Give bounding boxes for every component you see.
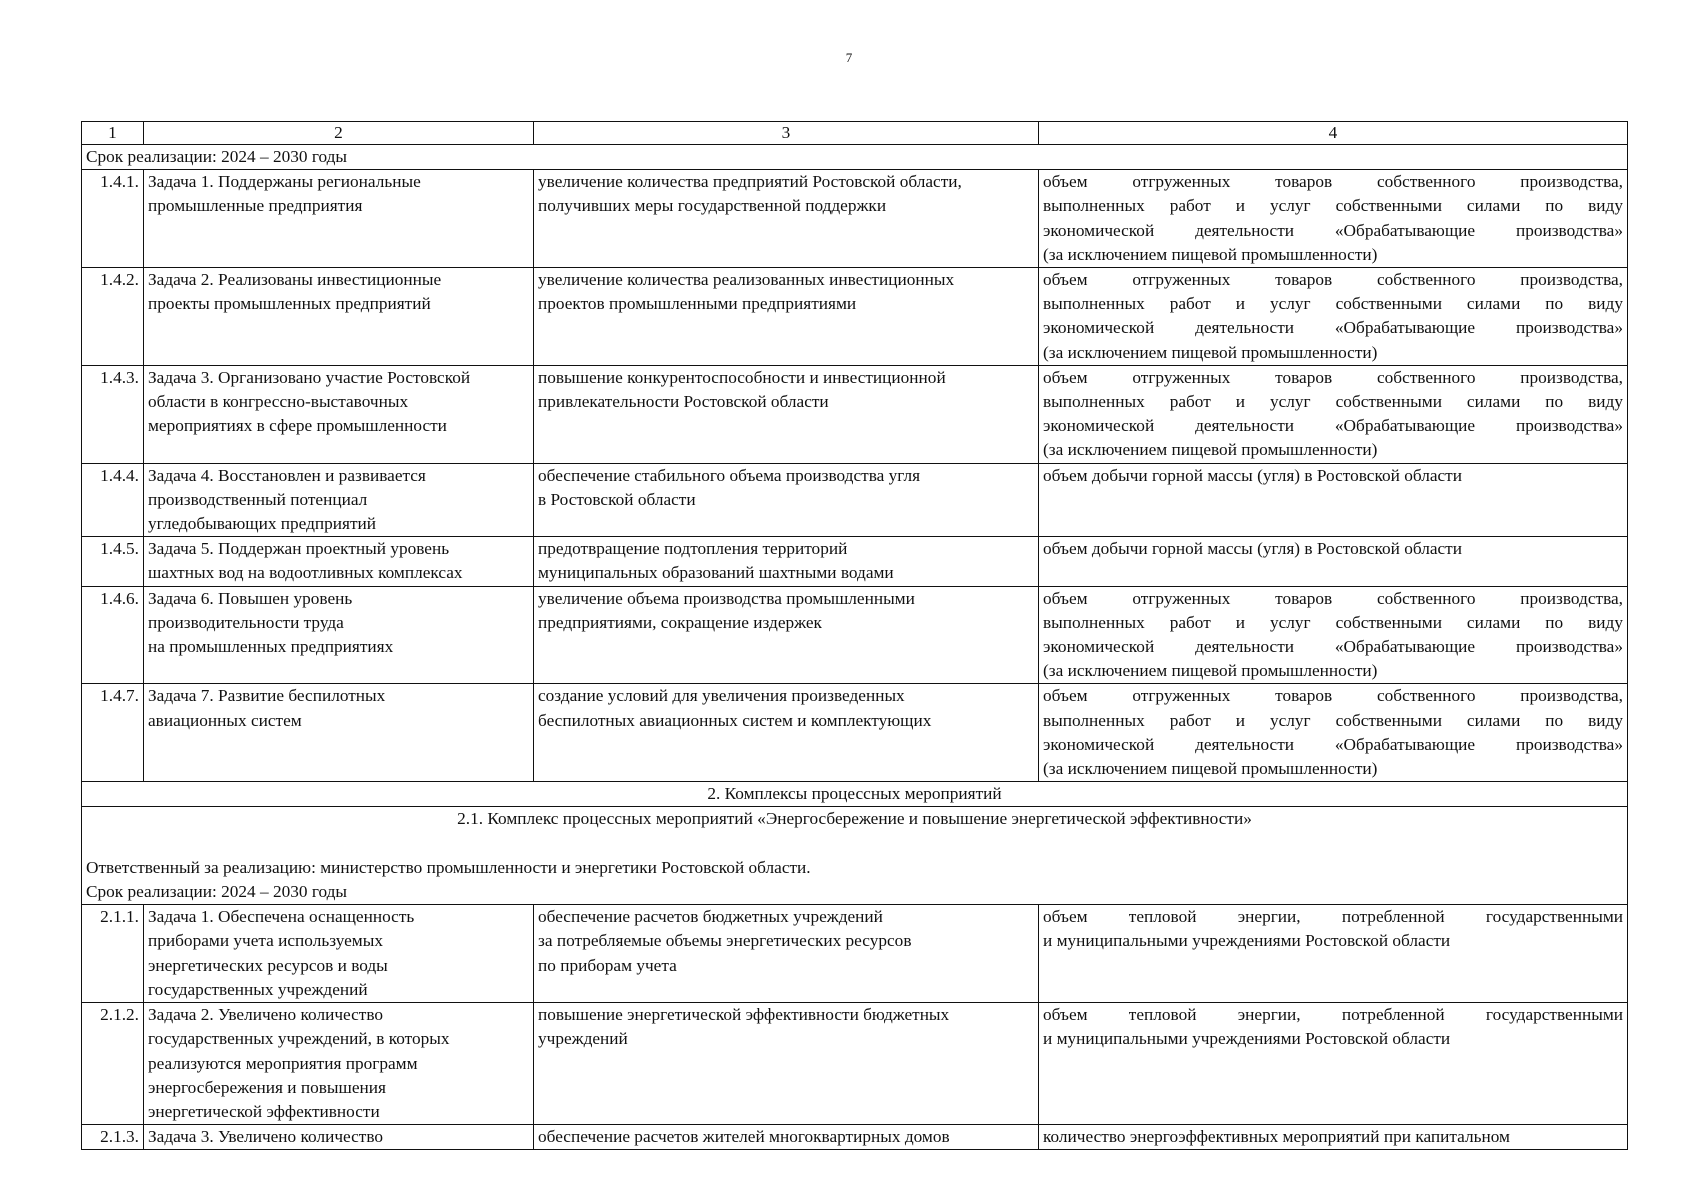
indicator-line: объем добычи горной массы (угля) в Ростовской области — [1043, 465, 1462, 485]
effect-line: за потребляемые объемы энергетических ресурсов — [538, 931, 912, 951]
task-line: на промышленных предприятиях — [148, 637, 394, 657]
row-number: 1.4.5. — [82, 537, 144, 586]
table-row — [82, 684, 1628, 782]
row-number: 1.4.7. — [82, 684, 144, 782]
effect-cell — [534, 463, 1039, 537]
subsection-cell — [82, 807, 1628, 905]
indicator-line: экономической деятельности «Обрабатывающие производства» — [1043, 220, 1623, 240]
effect-cell — [534, 1003, 1039, 1125]
task-line: Задача 2. Увеличено количество — [148, 1005, 384, 1025]
task-cell — [144, 905, 534, 1003]
task-line: угледобывающих предприятий — [148, 514, 377, 534]
indicator-line: выполненных работ и услуг собственными силами по виду — [1043, 710, 1623, 730]
indicator-line: объем отгруженных товаров собственного производства, — [1043, 172, 1623, 192]
row-number: 2.1.1. — [82, 905, 144, 1003]
effect-line: предотвращение подтопления территорий — [538, 539, 848, 559]
effect-line: муниципальных образований шахтными водами — [538, 563, 894, 583]
effect-cell — [534, 1125, 1039, 1150]
indicator-line: объем тепловой энергии, потребленной государственными — [1043, 907, 1623, 927]
effect-line: увеличение количества предприятий Ростовской области, — [538, 172, 962, 192]
task-line: области в конгрессно-выставочных — [148, 392, 409, 412]
term-text: Срок реализации: 2024 – 2030 годы — [86, 882, 348, 902]
indicator-cell — [1039, 365, 1628, 463]
effect-cell — [534, 905, 1039, 1003]
indicator-line: и муниципальными учреждениями Ростовской области — [1043, 931, 1451, 951]
task-line: Задача 1. Обеспечена оснащенность — [148, 907, 415, 927]
task-line: авиационных систем — [148, 710, 302, 730]
effect-cell — [534, 537, 1039, 586]
row-number: 1.4.2. — [82, 268, 144, 366]
indicator-line: выполненных работ и услуг собственными силами по виду — [1043, 294, 1623, 314]
row-number: 1.4.1. — [82, 170, 144, 268]
table-header-row — [82, 122, 1628, 145]
indicator-line: (за исключением пищевой промышленности) — [1043, 759, 1378, 779]
task-cell — [144, 365, 534, 463]
column-header: 2 — [144, 122, 534, 145]
indicator-cell — [1039, 1125, 1628, 1150]
indicator-line: (за исключением пищевой промышленности) — [1043, 440, 1378, 460]
indicator-line: количество энергоэффективных мероприятий при капитальном — [1043, 1127, 1510, 1147]
effect-line: обеспечение расчетов жителей многоквартирных домов — [538, 1127, 950, 1147]
section-title: 2. Комплексы процессных мероприятий — [82, 782, 1628, 807]
indicator-line: объем отгруженных товаров собственного производства, — [1043, 270, 1623, 290]
table-row — [82, 537, 1628, 586]
section-row — [82, 782, 1628, 807]
task-line: мероприятиях в сфере промышленности — [148, 416, 447, 436]
effect-line: в Ростовской области — [538, 489, 696, 509]
rows-group-a — [82, 170, 1628, 782]
task-line: производственный потенциал — [148, 489, 368, 509]
task-line: производительности труда — [148, 612, 344, 632]
subsection-title: 2.1. Комплекс процессных мероприятий «Энергосбережение и повышение энергетической эффективности» — [457, 809, 1252, 829]
indicator-cell — [1039, 170, 1628, 268]
effect-cell — [534, 684, 1039, 782]
task-cell — [144, 1003, 534, 1125]
table-row — [82, 463, 1628, 537]
table-row — [82, 1003, 1628, 1125]
effect-line: увеличение количества реализованных инвестиционных — [538, 270, 955, 290]
indicator-cell — [1039, 586, 1628, 684]
indicator-cell — [1039, 684, 1628, 782]
task-cell — [144, 170, 534, 268]
table-row — [82, 268, 1628, 366]
task-cell — [144, 268, 534, 366]
term-cell: Срок реализации: 2024 – 2030 годы — [82, 145, 1628, 170]
task-line: Задача 4. Восстановлен и развивается — [148, 465, 426, 485]
column-header: 3 — [534, 122, 1039, 145]
indicator-line: экономической деятельности «Обрабатывающие производства» — [1043, 637, 1623, 657]
table-row — [82, 1125, 1628, 1150]
effect-line: проектов промышленными предприятиями — [538, 294, 857, 314]
task-line: энергетической эффективности — [148, 1101, 380, 1121]
task-line: приборами учета используемых — [148, 931, 383, 951]
task-cell — [144, 684, 534, 782]
effect-line: по приборам учета — [538, 955, 677, 975]
task-cell — [144, 1125, 534, 1150]
task-line: Задача 5. Поддержан проектный уровень — [148, 539, 450, 559]
indicator-line: экономической деятельности «Обрабатывающие производства» — [1043, 416, 1623, 436]
column-header: 1 — [82, 122, 144, 145]
task-line: энергосбережения и повышения — [148, 1077, 386, 1097]
row-number: 1.4.4. — [82, 463, 144, 537]
indicator-line: объем добычи горной массы (угля) в Ростовской области — [1043, 539, 1462, 559]
row-number: 2.1.3. — [82, 1125, 144, 1150]
task-line: промышленные предприятия — [148, 196, 363, 216]
task-line: Задача 1. Поддержаны региональные — [148, 172, 421, 192]
effect-line: учреждений — [538, 1029, 628, 1049]
indicator-line: выполненных работ и услуг собственными силами по виду — [1043, 196, 1623, 216]
effect-line: повышение энергетической эффективности бюджетных — [538, 1005, 950, 1025]
task-line: Задача 3. Организовано участие Ростовской — [148, 367, 471, 387]
task-cell — [144, 537, 534, 586]
table-row — [82, 365, 1628, 463]
indicator-cell — [1039, 268, 1628, 366]
indicator-cell — [1039, 463, 1628, 537]
indicator-line: выполненных работ и услуг собственными силами по виду — [1043, 612, 1623, 632]
indicator-cell — [1039, 905, 1628, 1003]
table-row — [82, 170, 1628, 268]
task-cell — [144, 586, 534, 684]
task-line: шахтных вод на водоотливных комплексах — [148, 563, 463, 583]
subsection-row — [82, 807, 1628, 905]
column-header: 4 — [1039, 122, 1628, 145]
effect-line: увеличение объема производства промышленными — [538, 588, 915, 608]
table-row — [82, 905, 1628, 1003]
effect-cell — [534, 170, 1039, 268]
row-number: 2.1.2. — [82, 1003, 144, 1125]
page-number: 7 — [845, 50, 853, 65]
rows-group-b — [82, 905, 1628, 1150]
term-row — [82, 145, 1628, 170]
indicator-line: экономической деятельности «Обрабатывающие производства» — [1043, 734, 1623, 754]
table-row — [82, 586, 1628, 684]
task-cell — [144, 463, 534, 537]
indicator-line: (за исключением пищевой промышленности) — [1043, 342, 1378, 362]
row-number: 1.4.3. — [82, 365, 144, 463]
task-line: реализуются мероприятия программ — [148, 1053, 418, 1073]
measures-table — [81, 121, 1628, 1150]
task-line: Задача 3. Увеличено количество — [148, 1127, 384, 1147]
effect-line: обеспечение стабильного объема производства угля — [538, 465, 921, 485]
effect-cell — [534, 268, 1039, 366]
indicator-line: и муниципальными учреждениями Ростовской области — [1043, 1029, 1451, 1049]
blank-line — [86, 832, 1623, 856]
effect-line: создание условий для увеличения произведенных — [538, 686, 905, 706]
indicator-cell — [1039, 537, 1628, 586]
indicator-line: (за исключением пищевой промышленности) — [1043, 661, 1378, 681]
effect-cell — [534, 586, 1039, 684]
effect-line: обеспечение расчетов бюджетных учреждений — [538, 907, 883, 927]
effect-line: получивших меры государственной поддержки — [538, 196, 887, 216]
task-line: государственных учреждений — [148, 979, 368, 999]
indicator-line: выполненных работ и услуг собственными силами по виду — [1043, 392, 1623, 412]
indicator-line: объем тепловой энергии, потребленной государственными — [1043, 1005, 1623, 1025]
task-line: проекты промышленных предприятий — [148, 294, 431, 314]
effect-line: предприятиями, сокращение издержек — [538, 612, 822, 632]
task-line: Задача 7. Развитие беспилотных — [148, 686, 386, 706]
effect-line: повышение конкурентоспособности и инвестиционной — [538, 367, 946, 387]
task-line: энергетических ресурсов и воды — [148, 955, 388, 975]
indicator-line: объем отгруженных товаров собственного производства, — [1043, 367, 1623, 387]
effect-line: беспилотных авиационных систем и комплектующих — [538, 710, 932, 730]
indicator-line: объем отгруженных товаров собственного производства, — [1043, 588, 1623, 608]
indicator-line: экономической деятельности «Обрабатывающие производства» — [1043, 318, 1623, 338]
indicator-line: (за исключением пищевой промышленности) — [1043, 244, 1378, 264]
responsible-text: Ответственный за реализацию: министерство промышленности и энергетики Ростовской области. — [86, 857, 811, 877]
effect-cell — [534, 365, 1039, 463]
task-line: государственных учреждений, в которых — [148, 1029, 450, 1049]
row-number: 1.4.6. — [82, 586, 144, 684]
indicator-cell — [1039, 1003, 1628, 1125]
task-line: Задача 2. Реализованы инвестиционные — [148, 270, 442, 290]
effect-line: привлекательности Ростовской области — [538, 392, 829, 412]
task-line: Задача 6. Повышен уровень — [148, 588, 353, 608]
indicator-line: объем отгруженных товаров собственного производства, — [1043, 686, 1623, 706]
